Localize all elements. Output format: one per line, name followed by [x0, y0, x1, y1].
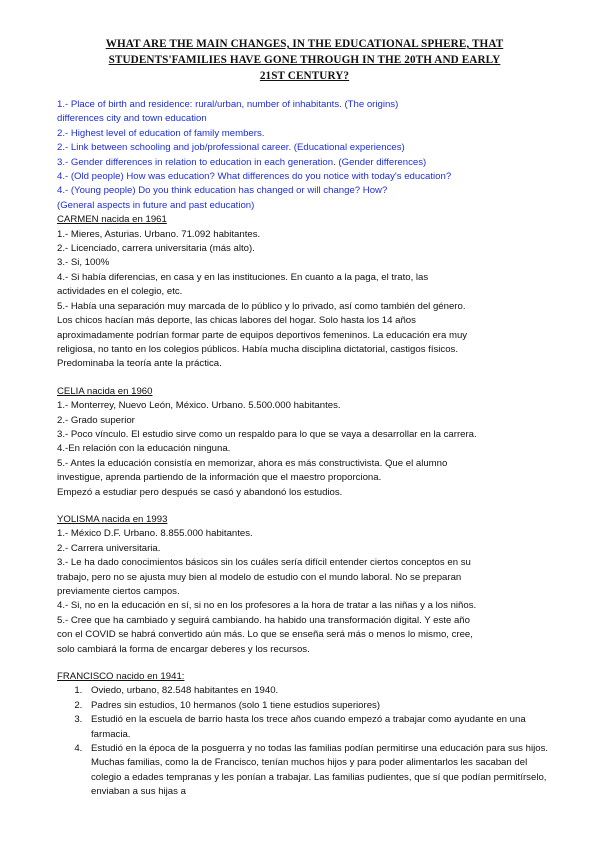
answer-line: 2.- Licenciado, carrera universitaria (más alto).	[57, 243, 255, 255]
answer-line: 5.- Había una separación muy marcada de lo público y lo privado, así como también del género.	[57, 300, 466, 312]
answer-line: 2.- Grado superior	[57, 414, 135, 426]
document-title	[57, 36, 552, 84]
answer-line: religiosa, no tanto en los colegios públicos. Había mucha disciplina dictatorial, castigos físicos.	[57, 343, 459, 355]
question-line: 4.- (Young people) Do you think education has changed or will change? How?	[57, 185, 388, 197]
person-name: FRANCISCO nacido en 1941:	[57, 671, 185, 683]
spacer	[57, 657, 552, 670]
answer-line: 4.- Si, no en la educación en sí, si no en los profesores a la hora de tratar a las niñas y a los niños.	[57, 600, 477, 612]
list-item: 4. Estudió en la época de la posguerra y no todas las familias podían permitirse una educación para sus hijos. Muchas familias, como la de Francisco, tenían muchos hijos y para poder alimentarlos les sacaban del colegio a edades tempranas y les ponían a trabajar. Las familias pudientes, que sí que podían permitírselo, enviaban a sus hijas a	[85, 742, 552, 800]
answer-line: 1.- México D.F. Urbano. 8.855.000 habitantes.	[57, 528, 253, 540]
answer-line: 1.- Mieres, Asturias. Urbano. 71.092 habitantes.	[57, 228, 261, 240]
question-line: (General aspects in future and past education)	[57, 199, 255, 211]
answer-line: 3.- Le ha dado conocimientos básicos sin los cuáles sería difícil entender ciertos conceptos en su	[57, 557, 471, 569]
answer-line: 5.- Cree que ha cambiado y seguirá cambiando. ha habido una transformación digital. Y este año	[57, 614, 470, 626]
person-name: CELIA nacida en 1960	[57, 385, 153, 397]
answer-line: Empezó a estudiar pero después se casó y abandonó los estudios.	[57, 486, 343, 498]
answer-line: Predominaba la teoría ante la práctica.	[57, 358, 222, 370]
interview-carmen	[57, 213, 552, 371]
answer-line: previamente ciertos campos.	[57, 586, 180, 597]
interview-yolisma	[57, 513, 552, 657]
question-line: 3.- Gender differences in relation to education in each generation. (Gender differences)	[57, 156, 427, 168]
question-line: 2.- Highest level of education of family members.	[57, 127, 265, 139]
person-name: CARMEN nacida en 1961	[57, 214, 167, 226]
answer-line: 4.-En relación con la educación ninguna.	[57, 443, 231, 455]
answer-line: 2.- Carrera universitaria.	[57, 542, 161, 554]
answer-line: 3.- Si, 100%	[57, 257, 110, 269]
questions-block	[57, 98, 552, 213]
list-item: 2. Padres sin estudios, 10 hermanos (solo 1 tiene estudios superiores)	[85, 699, 552, 713]
title-line: WHAT ARE THE MAIN CHANGES, IN THE EDUCATIONAL SPHERE, THAT	[105, 38, 504, 50]
answer-line: aproximadamente podrían formar parte de equipos deportivos femeninos. La educación era muy	[57, 329, 468, 341]
answer-list	[57, 684, 552, 799]
answer-line: trabajo, pero no se ajusta muy bien al modelo de estudio con el mundo laboral. No se preparan	[57, 571, 462, 583]
question-line: 1.- Place of birth and residence: rural/urban, number of inhabitants. (The origins)	[57, 99, 399, 110]
answer-line: Los chicos hacían más deporte, las chicas labores del hogar. Solo hasta los 14 años	[57, 315, 416, 327]
question-line: 4.- (Old people) How was education? What differences do you notice with today's education?	[57, 171, 452, 183]
interview-francisco	[57, 670, 552, 800]
list-item: 1. Oviedo, urbano, 82.548 habitantes en 1940.	[85, 684, 552, 698]
question-line: 2.- Link between schooling and job/professional career. (Educational experiences)	[57, 142, 405, 154]
question-line: differences city and town education	[57, 113, 207, 125]
answer-line: actividades en el colegio, etc.	[57, 286, 183, 298]
answer-line: investigue, aprenda partiendo de la información que el maestro proporciona.	[57, 472, 382, 484]
list-item: 3. Estudió en la escuela de barrio hasta los trece años cuando empezó a trabajar como ayudante en una farmacia.	[85, 713, 552, 742]
title-line: 21ST CENTURY?	[259, 70, 350, 82]
document-page	[57, 36, 552, 800]
answer-line: 1.- Monterrey, Nuevo León, México. Urbano. 5.500.000 habitantes.	[57, 400, 341, 412]
interview-celia	[57, 385, 552, 500]
answer-line: 4.- Si había diferencias, en casa y en las instituciones. En cuanto a la paga, el trato, las	[57, 271, 429, 283]
answer-line: con el COVID se habrá convertido aún más. Lo que se enseña será más o menos lo mismo, cree,	[57, 629, 473, 641]
person-name: YOLISMA nacida en 1993	[57, 513, 168, 525]
answer-line: 5.- Antes la educación consistía en memorizar, ahora es más constructivista. Que el alumno	[57, 457, 448, 469]
spacer	[57, 372, 552, 385]
title-line: STUDENTS'FAMILIES HAVE GONE THROUGH IN THE 20TH AND EARLY	[108, 54, 501, 66]
answer-line: 3.- Poco vínculo. El estudio sirve como un respaldo para lo que se vaya a desarrollar en la carrera.	[57, 428, 477, 440]
spacer	[57, 500, 552, 513]
answer-line: solo cambiará la forma de encargar deberes y los recursos.	[57, 643, 310, 655]
